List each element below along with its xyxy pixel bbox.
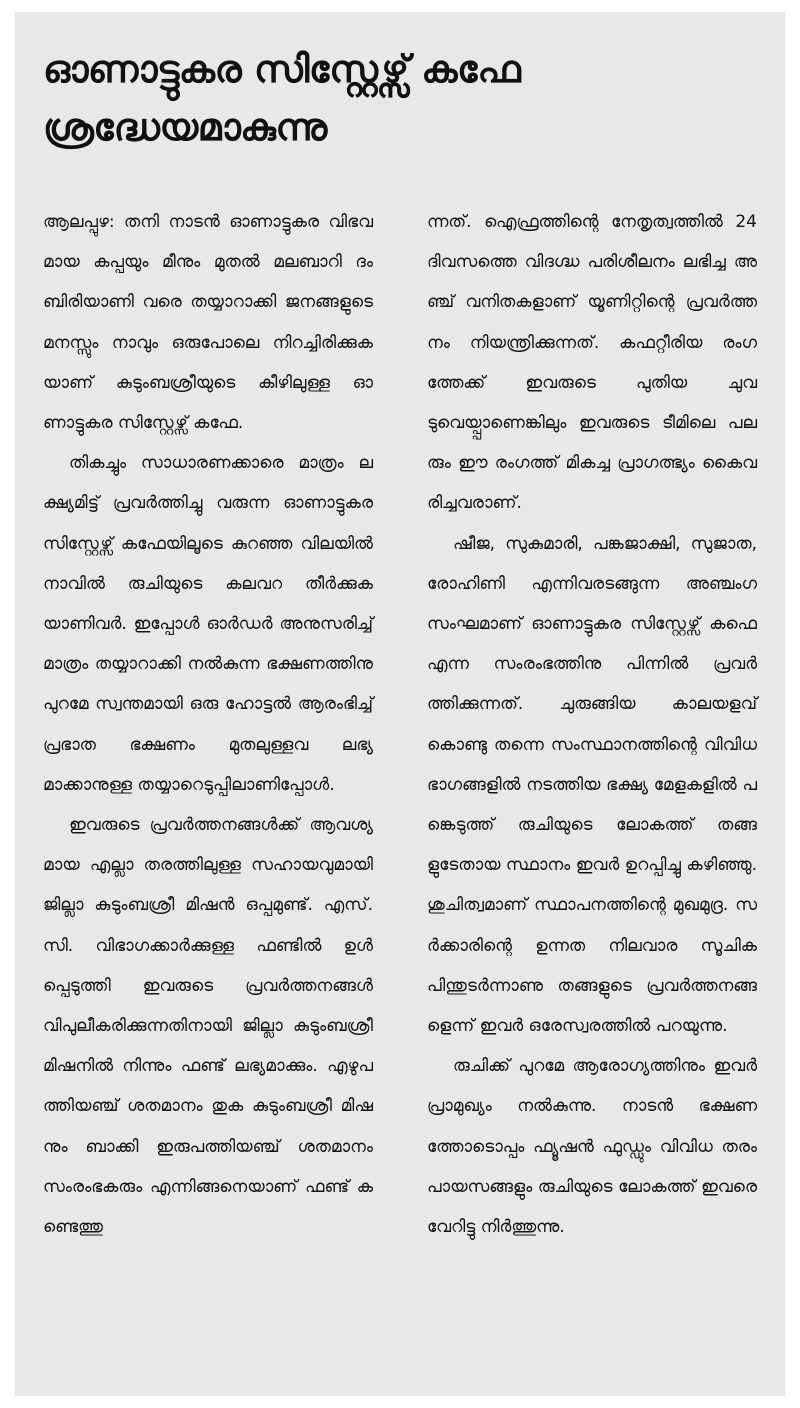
article-column-left bbox=[43, 202, 373, 1247]
article-column-right bbox=[427, 202, 757, 1247]
paragraph-training: ന്നത്. ഐഫ്രത്തിന്റെ നേതൃത്വത്തിൽ 24 ദിവസത്തെ വിദഗ്ദ്ധ പരിശീലനം ലഭിച്ച അഞ്ച് വനിതകളാണ് യൂണിറ്റിന്റെ പ്രവർത്തനം നിയന്ത്രിക്കുന്നത്. കഫറ്റീരിയ രംഗത്തേക്ക് ഇവരുടെ പുതിയ ചുവടുവെയ്പ്പാണെങ്കിലും ഇവരുടെ ടീമിലെ പലരും ഈ രംഗത്ത് മികച്ച പ്രാഗത്ഭ്യം കൈവരിച്ചവരാണ്. bbox=[427, 212, 757, 514]
headline-line-1: ഓണാട്ടുകര സിസ്റ്റേഴ്സ് കഫേ bbox=[43, 47, 521, 91]
paragraph-intro: ആലപ്പുഴ: തനി നാടൻ ഓണാട്ടുകര വിഭവമായ കപ്പയും മീനും മുതൽ മലബാറി ദം ബിരിയാണി വരെ തയ്യാറാക്കി ജനങ്ങളുടെ മനസ്സും നാവും ഒരുപോലെ നിറച്ചിരിക്കുകയാണ് കുടുംബശ്രീയുടെ കീഴിലുള്ള ഓണാട്ടുകര സിസ്റ്റേഴ്സ് കഫേ. bbox=[43, 212, 373, 434]
paragraph-funding: ഇവരുടെ പ്രവർത്തനങ്ങൾക്ക് ആവശ്യമായ എല്ലാ തരത്തിലുള്ള സഹായവുമായി ജില്ലാ കുടുംബശ്രീ മിഷൻ ഒപ്പമുണ്ട്. എസ്.സി. വിഭാഗക്കാർക്കുള്ള ഫണ്ടിൽ ഉൾപ്പെടുത്തി ഇവരുടെ പ്രവർത്തനങ്ങൾ വിപുലീകരിക്കുന്നതിനായി ജില്ലാ കുടുംബശ്രീ മിഷനിൽ നിന്നും ഫണ്ട് ലഭ്യമാക്കും. എഴുപത്തിയഞ്ച് ശതമാനം തുക കുടുംബശ്രീ മിഷനും ബാക്കി ഇരുപത്തിയഞ്ച് ശതമാനം സംരംഭകരും എന്നിങ്ങനെയാണ് ഫണ്ട് കണ്ടെത്തു bbox=[43, 815, 373, 1238]
headline-line-2: ശ്രദ്ധേയമാകുന്നു bbox=[43, 105, 327, 149]
newspaper-clipping bbox=[15, 12, 785, 1396]
article-headline bbox=[43, 40, 763, 156]
paragraph-team: ഷീജ, സുകുമാരി, പങ്കജാക്ഷി, സുജാത, രോഹിണി എന്നിവരടങ്ങുന്ന അഞ്ചംഗ സംഘമാണ് ഓണാട്ടുകര സിസ്റ്റേഴ്സ് കഫെ എന്ന സംരംഭത്തിനു പിന്നിൽ പ്രവർത്തിക്കുന്നത്. ചുരുങ്ങിയ കാലയളവ് കൊണ്ടു തന്നെ സംസ്ഥാനത്തിന്റെ വിവിധ ഭാഗങ്ങളിൽ നടത്തിയ ഭക്ഷ്യ മേളകളിൽ പങ്കെടുത്ത് രുചിയുടെ ലോകത്ത് തങ്ങളുടേതായ സ്ഥാനം ഇവർ ഉറപ്പിച്ചു കഴിഞ്ഞു. ശുചിത്വമാണ് സ്ഥാപനത്തിന്റെ മുഖമുദ്ര. സർക്കാരിന്റെ ഉന്നത നിലവാര സൂചിക പിന്തുടർന്നാണു തങ്ങളുടെ പ്രവർത്തനങ്ങളെന്ന് ഇവർ ഒരേസ്വരത്തിൽ പറയുന്നു. bbox=[427, 533, 757, 1037]
paragraph-low-price: തികച്ചും സാധാരണക്കാരെ മാത്രം ലക്ഷ്യമിട്ട് പ്രവർത്തിച്ചു വരുന്ന ഓണാട്ടുകര സിസ്റ്റേഴ്സ് കഫേയിലൂടെ കുറഞ്ഞ വിലയിൽ നാവിൽ രുചിയുടെ കലവറ തീർക്കുകയാണിവർ. ഇപ്പോൾ ഓർഡർ അനുസരിച്ച് മാത്രം തയ്യാറാക്കി നൽകുന്ന ഭക്ഷണത്തിനു പുറമേ സ്വന്തമായി ഒരു ഹോട്ടൽ ആരംഭിച്ച് പ്രഭാത ഭക്ഷണം മുതലുള്ളവ ലഭ്യമാക്കാനുള്ള തയ്യാറെടുപ്പിലാണിപ്പോൾ. bbox=[43, 453, 373, 795]
paragraph-health: രുചിക്ക് പുറമേ ആരോഗ്യത്തിനും ഇവർ പ്രാമുഖ്യം നൽകുന്നു. നാടൻ ഭക്ഷണത്തോടൊപ്പം ഫ്യൂഷൻ ഫുഡ്ഡും വിവിധ തരം പായസങ്ങളും രുചിയുടെ ലോകത്ത് ഇവരെ വേറിട്ടു നിർത്തുന്നു. bbox=[427, 1056, 757, 1238]
